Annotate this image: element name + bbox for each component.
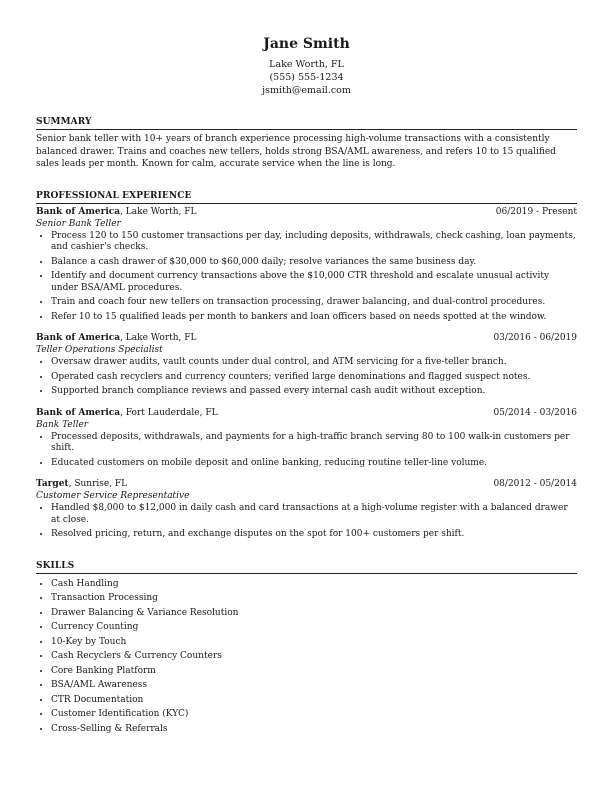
job-header bbox=[36, 478, 577, 490]
job-location: , Lake Worth, FL bbox=[120, 206, 197, 217]
job-employer-line bbox=[36, 407, 218, 419]
job-employer-line bbox=[36, 332, 197, 344]
job-entry bbox=[36, 407, 577, 470]
skill-item: • Customer Identification (KYC) bbox=[51, 708, 577, 721]
job-header bbox=[36, 407, 577, 419]
job-employer: Bank of America bbox=[36, 407, 121, 418]
job-bullets bbox=[36, 502, 577, 541]
job-bullet: • Handled $8,000 to $12,000 in daily cash and card transactions at a high-volume register with a balanced drawer at close. bbox=[51, 502, 577, 526]
job-location: , Lake Worth, FL bbox=[120, 333, 197, 343]
job-entry bbox=[36, 478, 577, 541]
job-location: , Sunrise, FL bbox=[68, 479, 128, 489]
job-bullet: • Refer 10 to 15 qualified leads per month to bankers and loan officers based on needs spotted at the window. bbox=[51, 311, 577, 324]
resume-page bbox=[36, 36, 577, 737]
summary-text: Senior bank teller with 10+ years of branch experience processing high-volume transactions with a consistently balanced drawer. Trains and coaches new tellers, holds strong BSA/AML awareness, and refers 10 to 15 qualified sales leads per month. Known for calm, accurate service when the line is long. bbox=[36, 134, 556, 169]
job-bullet: • Supported branch compliance reviews and passed every internal cash audit without exception. bbox=[51, 385, 577, 398]
job-bullet: • Resolved pricing, return, and exchange disputes on the spot for 100+ customers per shift. bbox=[51, 528, 577, 541]
skill-item: • Cash Recyclers & Currency Counters bbox=[51, 650, 577, 663]
job-title: Customer Service Representative bbox=[36, 491, 190, 501]
resume-header bbox=[36, 36, 577, 97]
summary-heading: SUMMARY bbox=[36, 117, 577, 130]
job-header bbox=[36, 206, 577, 218]
skill-item: • Cash Handling bbox=[51, 578, 577, 591]
job-employer: Bank of America bbox=[36, 206, 121, 217]
candidate-name: Jane Smith bbox=[263, 36, 350, 52]
skill-item: • Transaction Processing bbox=[51, 592, 577, 605]
job-bullet: • Educated customers on mobile deposit and online banking, reducing routine teller-line volume. bbox=[51, 457, 577, 470]
job-bullet: • Operated cash recyclers and currency counters; verified large denominations and flagged suspect notes. bbox=[51, 371, 577, 384]
job-location: , Fort Lauderdale, FL bbox=[120, 407, 218, 418]
job-entry bbox=[36, 206, 577, 324]
skills-heading: SKILLS bbox=[36, 561, 577, 574]
job-bullet: • Identify and document currency transactions above the $10,000 CTR threshold and escalate unusual activity under BSA/AML procedures. bbox=[51, 270, 577, 294]
job-employer-line bbox=[36, 206, 197, 218]
summary-section bbox=[36, 117, 577, 171]
skills-section bbox=[36, 561, 577, 736]
job-dates: 05/2014 - 03/2016 bbox=[493, 407, 577, 418]
skill-item: • Currency Counting bbox=[51, 621, 577, 634]
job-title: Senior Bank Teller bbox=[36, 218, 121, 229]
phone: (555) 555-1234 bbox=[269, 72, 344, 83]
skill-item: • Cross-Selling & Referrals bbox=[51, 723, 577, 736]
job-employer: Bank of America bbox=[36, 333, 121, 343]
skill-item: • Drawer Balancing & Variance Resolution bbox=[51, 607, 577, 620]
job-dates: 08/2012 - 05/2014 bbox=[493, 479, 577, 489]
job-header bbox=[36, 332, 577, 344]
location: Lake Worth, FL bbox=[269, 59, 344, 70]
job-bullets bbox=[36, 431, 577, 470]
job-employer: Target bbox=[36, 479, 69, 489]
job-bullet: • Oversaw drawer audits, vault counts under dual control, and ATM servicing for a five-teller branch. bbox=[51, 356, 577, 369]
skill-item: • CTR Documentation bbox=[51, 694, 577, 707]
job-bullets bbox=[36, 356, 577, 398]
experience-heading: PROFESSIONAL EXPERIENCE bbox=[36, 191, 577, 204]
job-dates: 06/2019 - Present bbox=[495, 206, 577, 217]
job-bullet: • Process 120 to 150 customer transactions per day, including deposits, withdrawals, check cashing, loan payments, and cashier's checks. bbox=[51, 230, 577, 254]
email: jsmith@email.com bbox=[262, 85, 351, 96]
job-bullet: • Processed deposits, withdrawals, and payments for a high-traffic branch serving 80 to 100 walk-in customers per shift. bbox=[51, 431, 577, 455]
job-dates: 03/2016 - 06/2019 bbox=[493, 333, 577, 343]
job-title: Teller Operations Specialist bbox=[36, 345, 163, 355]
job-list bbox=[36, 206, 577, 541]
skill-item: • BSA/AML Awareness bbox=[51, 679, 577, 692]
job-entry bbox=[36, 332, 577, 398]
skill-item: • 10-Key by Touch bbox=[51, 636, 577, 649]
skill-item: • Core Banking Platform bbox=[51, 665, 577, 678]
job-bullet: • Train and coach four new tellers on transaction processing, drawer balancing, and dual-control procedures. bbox=[51, 296, 577, 309]
skills-list bbox=[36, 578, 577, 736]
job-bullet: • Balance a cash drawer of $30,000 to $60,000 daily; resolve variances the same business day. bbox=[51, 256, 577, 269]
job-title: Bank Teller bbox=[36, 419, 89, 430]
job-bullets bbox=[36, 230, 577, 324]
job-employer-line bbox=[36, 478, 127, 490]
experience-section bbox=[36, 191, 577, 541]
